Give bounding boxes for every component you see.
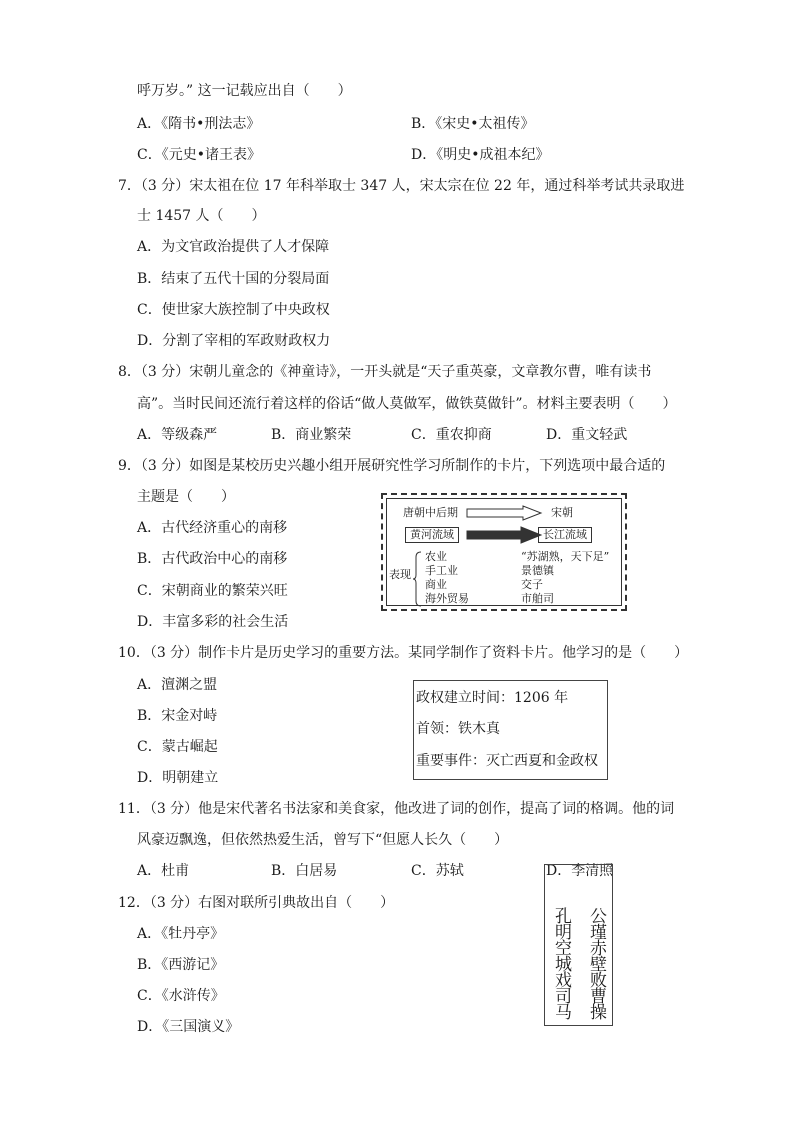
q9-study-card [381,493,627,611]
q10-card-line: 重要事件：灭亡西夏和金政权 [416,753,598,769]
q7-stem-line2: 士 1457 人（ ） [137,208,266,224]
q11-option-b: B．白居易 [271,863,338,879]
q6-option-c: C．《元史•诸王表》 [137,147,261,163]
q7-option-c: C．使世家大族控制了中央政权 [137,302,330,318]
q7-option-d: D．分割了宰相的军政财政权力 [137,333,331,349]
q8-stem-line2: 高”。当时民间还流行着这样的俗话“做人莫做军，做铁莫做针”。材料主要表明（ ） [137,396,677,412]
q9-card-to-region: 长江流域 [538,527,592,543]
q9-option-b: B．古代政治中心的南移 [137,551,288,567]
q10-option-b: B．宋金对峙 [137,708,218,724]
q9-stem-line2: 主题是（ ） [137,489,235,505]
q9-card-row-field: 海外贸易 [425,592,469,605]
q10-info-card [413,680,608,780]
q10-option-d: D．明朝建立 [137,770,219,786]
q9-card-to-period: 宋朝 [551,506,573,519]
q11-stem-line2: 风豪迈飘逸，但依然热爱生活，曾写下“但愿人长久（ ） [137,832,509,848]
q11-option-d: D．李清照 [546,863,614,879]
q9-card-brace [413,551,423,607]
q9-card-arrow-period [465,505,545,521]
q7-stem-line1: 7．（3 分）宋太祖在位 17 年科举取士 347 人，宋太宗在位 22 年，通过科举考试共录取进 [118,178,685,194]
q9-option-d: D．丰富多彩的社会生活 [137,614,289,630]
q8-option-c: C．重农抑商 [411,427,492,443]
q12-couplet-upper: 公瑾赤壁败曹操 [586,907,606,1019]
q8-option-d: D．重文轻武 [546,427,628,443]
q9-card-from-period: 唐朝中后期 [403,506,458,519]
q11-option-c: C．苏轼 [411,863,464,879]
q11-option-a: A．杜甫 [137,863,190,879]
q6-option-a: A．《隋书•刑法志》 [137,116,261,132]
q9-card-row-field: 商业 [425,578,447,591]
q12-couplet-card [544,864,613,1026]
q9-option-a: A．古代经济重心的南移 [137,520,288,536]
q8-option-a: A．等级森严 [137,427,218,443]
q9-card-side-label: 表现 [389,568,411,581]
q12-stem: 12．（3 分）右图对联所引典故出自（ ） [118,895,395,911]
q10-option-c: C．蒙古崛起 [137,739,218,755]
q9-card-row-detail: 市舶司 [521,592,554,605]
q10-stem: 10．（3 分）制作卡片是历史学习的重要方法。某同学制作了资料卡片。他学习的是（ ） [118,645,689,661]
q9-card-arrow-region [465,526,545,544]
q12-couplet-lower: 孔明空城戏司马 [551,907,571,1019]
q9-stem-line1: 9．（3 分）如图是某校历史兴趣小组开展研究性学习所制作的卡片，下列选项中最合适的 [118,458,666,474]
q6-option-b: B．《宋史•太祖传》 [411,116,535,132]
q10-option-a: A．澶渊之盟 [137,677,218,693]
q9-card-row-detail: 景德镇 [521,564,554,577]
q9-card-row-field: 手工业 [425,564,458,577]
q7-option-a: A．为文官政治提供了人才保障 [137,239,330,255]
q12-option-b: B．《西游记》 [137,957,225,973]
q8-stem-line1: 8．（3 分）宋朝儿童念的《神童诗》，一开头就是“天子重英豪，文章教尔曹，唯有读书 [118,364,652,380]
q10-card-line: 政权建立时间：1206 年 [416,690,569,706]
q9-option-c: C．宋朝商业的繁荣兴旺 [137,583,288,599]
q12-option-a: A．《牡丹亭》 [137,926,225,942]
q12-option-d: D．《三国演义》 [137,1019,240,1035]
q9-card-row-detail: 交子 [521,578,543,591]
q10-card-line: 首领：铁木真 [416,721,500,737]
q6-option-d: D．《明史•成祖本纪》 [411,147,550,163]
q6-stem: 呼万岁。” 这一记载应出自（ ） [137,83,352,99]
q9-card-from-region: 黄河流域 [405,527,459,543]
q8-option-b: B．商业繁荣 [271,427,352,443]
q9-card-row-detail: “苏湖熟，天下足” [521,550,610,563]
q9-card-row-field: 农业 [425,550,447,563]
q11-stem-line1: 11．（3 分）他是宋代著名书法家和美食家，他改进了词的创作，提高了词的格调。他的词 [118,801,675,817]
q12-option-c: C．《水浒传》 [137,988,225,1004]
q7-option-b: B．结束了五代十国的分裂局面 [137,271,330,287]
